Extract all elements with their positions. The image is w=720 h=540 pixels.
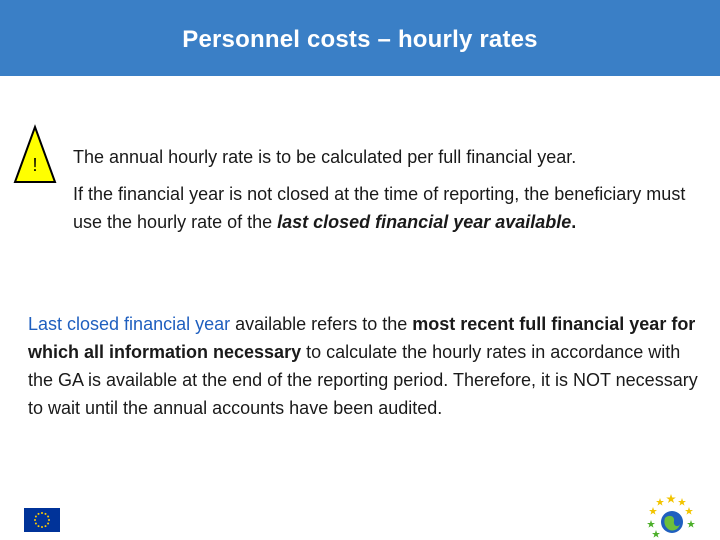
definition-text-2: to calculate the hourly rates in accordance with the GA is available at the end of the reporting period. Therefore, it is NOT necessary to wait until the annual accounts have been audited.: [28, 342, 698, 418]
not-closed-text: If the financial year is not closed at the time of reporting, the beneficiary must use the hourly rate of the: [73, 184, 686, 232]
eu-flag-icon: [24, 508, 60, 532]
definition-paragraph: [28, 310, 708, 422]
annual-rate-text: The annual hourly rate is to be calculated per full financial year.: [73, 147, 577, 167]
title-bar: [0, 0, 720, 76]
stars-globe-logo-icon: [645, 492, 697, 540]
definition-term: Last closed financial year: [28, 314, 231, 334]
definition-bold: most recent full financial year for which all information necessary: [28, 314, 696, 362]
last-closed-emphasis: last closed financial year available: [277, 212, 572, 232]
not-closed-paragraph: [73, 180, 708, 236]
not-closed-period: .: [571, 212, 577, 232]
annual-rate-paragraph: [73, 143, 713, 171]
definition-text-1: available refers to the: [230, 314, 413, 334]
warning-triangle-icon: [13, 124, 57, 184]
slide-title: Personnel costs – hourly rates: [182, 26, 538, 53]
warning-symbol: !: [32, 155, 38, 175]
